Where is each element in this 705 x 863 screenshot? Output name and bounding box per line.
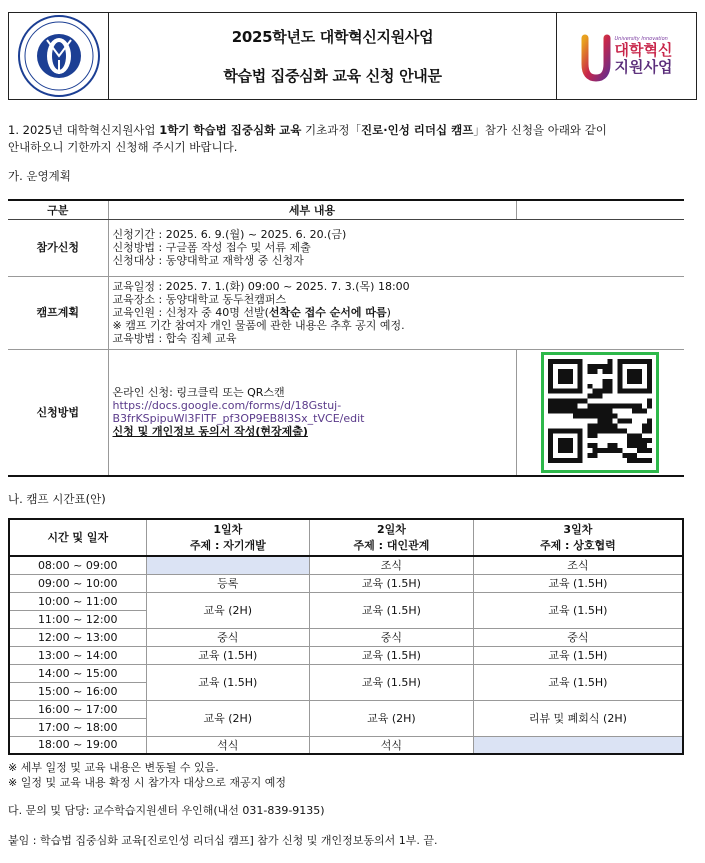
sched-row (9, 556, 683, 574)
sched-empty (473, 736, 683, 754)
op-details-method (108, 349, 516, 476)
sched-cell: 교육 (1.5H) (473, 664, 683, 700)
op-line (113, 306, 681, 319)
op-line: 교육장소 : 동양대학교 동두천캠퍼스 (112, 293, 287, 306)
sched-cell: 교육 (1.5H) (473, 592, 683, 628)
google-form-link[interactable]: https://docs.google.com/forms/d/18Gstuj- (112, 399, 342, 412)
day2-theme: 주제 : 대인관계 (353, 538, 430, 552)
sched-time: 12:00 ~ 13:00 (9, 628, 146, 646)
sched-cell: 교육 (2H) (146, 592, 310, 628)
op-header-blank (516, 200, 684, 219)
sched-cell: 교육 (1.5H) (146, 664, 310, 700)
schedule-header-row (9, 519, 683, 556)
op-cat-application: 참가신청 (8, 219, 108, 276)
day3-theme: 주제 : 상호협력 (539, 538, 616, 552)
sched-cell: 조식 (473, 556, 683, 574)
innovation-logo-line1: 대학혁신 (614, 41, 673, 59)
sched-header-day1 (146, 519, 310, 556)
sched-cell: 교육 (2H) (146, 700, 310, 736)
sched-cell: 교육 (1.5H) (310, 664, 474, 700)
op-line-part: ) (386, 306, 391, 319)
header-title-line2: 학습법 집중심화 교육 신청 안내문 (223, 67, 442, 85)
university-logo (9, 13, 109, 99)
sched-row (9, 664, 683, 682)
sched-time: 08:00 ~ 09:00 (9, 556, 146, 574)
sched-cell: 리뷰 및 폐회식 (2H) (473, 700, 683, 736)
attachment-note: 붙임 : 학습법 집중심화 교육[진로인성 리더십 캠프] 참가 신청 및 개인정보동의서 1부. 끝. (8, 834, 438, 847)
sched-time: 18:00 ~ 19:00 (9, 736, 146, 754)
sched-cell: 교육 (1.5H) (310, 592, 474, 628)
op-line: 신청기간 : 2025. 6. 9.(월) ~ 2025. 6. 20.(금) (112, 228, 347, 241)
intro-text-a: 1. 2025년 대학혁신지원사업 (8, 123, 160, 137)
intro-text-f: 안내하오니 기한까지 신청해 주시기 바랍니다. (8, 140, 238, 154)
op-line: 온라인 신청: 링크클릭 또는 QR스캔 (112, 386, 285, 399)
sched-time: 11:00 ~ 12:00 (9, 610, 146, 628)
op-header-details: 세부 내용 (108, 200, 516, 219)
day3-label: 3일차 (563, 522, 593, 536)
innovation-logo-small: University Innovation (614, 36, 668, 42)
section-a-title: 가. 운영계획 (8, 169, 71, 183)
op-row-camp-plan (8, 276, 684, 349)
sched-row (9, 628, 683, 646)
sched-cell: 석식 (146, 736, 310, 754)
innovation-u-logo-icon (581, 30, 611, 82)
note-1: ※ 세부 일정 및 교육 내용은 변동될 수 있음. (8, 761, 219, 774)
qr-cell (516, 349, 684, 476)
sched-time: 13:00 ~ 14:00 (9, 646, 146, 664)
sched-time: 10:00 ~ 11:00 (9, 592, 146, 610)
intro-text-c: 기초과정「 (301, 123, 361, 137)
op-line: 교육일정 : 2025. 7. 1.(화) 09:00 ~ 2025. 7. 3.(목) 18:00 (112, 280, 410, 293)
sched-time: 15:00 ~ 16:00 (9, 682, 146, 700)
op-line: 신청대상 : 동양대학교 재학생 중 신청자 (112, 254, 304, 267)
sched-cell: 교육 (1.5H) (310, 646, 474, 664)
contact-info: 다. 문의 및 담당: 교수학습지원센터 우인해(내선 031-839-9135) (8, 804, 325, 817)
sched-header-time: 시간 및 일자 (9, 519, 146, 556)
sched-cell: 석식 (310, 736, 474, 754)
sched-time: 09:00 ~ 10:00 (9, 574, 146, 592)
section-b-title: 나. 캠프 시간표(안) (8, 492, 106, 506)
op-line-bold: 선착순 접수 순서에 따름 (268, 306, 387, 319)
sched-cell: 교육 (1.5H) (146, 646, 310, 664)
sched-row (9, 736, 683, 754)
op-details-application (108, 219, 684, 276)
op-details-camp-plan (108, 276, 684, 349)
op-row-method (8, 349, 684, 476)
sched-cell: 중식 (310, 628, 474, 646)
camp-schedule-table (8, 518, 684, 755)
document-header (8, 12, 697, 100)
op-row-application (8, 219, 684, 276)
day2-label: 2일차 (376, 522, 406, 536)
sched-time: 17:00 ~ 18:00 (9, 718, 146, 736)
header-title-line1: 2025학년도 대학혁신지원사업 (231, 28, 434, 46)
sched-cell: 조식 (310, 556, 474, 574)
day1-theme: 주제 : 자기개발 (189, 538, 266, 552)
sched-row (9, 646, 683, 664)
note-2: ※ 일정 및 교육 내용 확정 시 참가자 대상으로 재공지 예정 (8, 776, 286, 789)
day1-label: 1일차 (213, 522, 243, 536)
qr-code-icon[interactable] (541, 352, 659, 473)
op-line: 교육방법 : 합숙 집체 교육 (112, 332, 237, 345)
intro-text-e: 」참가 신청을 아래와 같이 (473, 123, 607, 137)
operation-plan-table (8, 199, 684, 477)
sched-row (9, 574, 683, 592)
sched-row (9, 700, 683, 718)
sched-cell: 교육 (1.5H) (473, 646, 683, 664)
intro-paragraph (8, 122, 698, 156)
sched-header-day2 (310, 519, 474, 556)
sched-cell: 교육 (1.5H) (310, 574, 474, 592)
sched-cell: 중식 (146, 628, 310, 646)
sched-time: 16:00 ~ 17:00 (9, 700, 146, 718)
consent-form-note: 신청 및 개인정보 동의서 작성(현장제출) (112, 425, 308, 438)
op-line: ※ 캠프 기간 참여자 개인 물품에 관한 내용은 추후 공지 예정. (112, 319, 405, 332)
dongyang-university-seal-icon (17, 14, 101, 98)
innovation-logo-line2: 지원사업 (614, 58, 673, 76)
sched-row (9, 592, 683, 610)
intro-text-b: 1학기 학습법 집중심화 교육 (159, 123, 302, 137)
sched-cell: 교육 (2H) (310, 700, 474, 736)
op-line-part: 교육인원 : 신청자 중 40명 선발( (112, 306, 269, 319)
sched-header-day3 (473, 519, 683, 556)
op-header-category: 구분 (8, 200, 108, 219)
intro-text-d: 진로·인성 리더십 캠프 (361, 123, 474, 137)
sched-time: 14:00 ~ 15:00 (9, 664, 146, 682)
op-line: 신청방법 : 구글폼 작성 접수 및 서류 제출 (112, 241, 311, 254)
op-cat-method: 신청방법 (8, 349, 108, 476)
sched-cell: 교육 (1.5H) (473, 574, 683, 592)
innovation-program-logo (556, 13, 696, 99)
op-cat-camp-plan: 캠프계획 (8, 276, 108, 349)
sched-cell: 등록 (146, 574, 310, 592)
sched-cell: 중식 (473, 628, 683, 646)
sched-empty (146, 556, 310, 574)
google-form-link-cont[interactable]: B3frKSpipuWl3FlTF_pf3OP9EB8l3Sx_tVCE/edit (112, 412, 365, 425)
